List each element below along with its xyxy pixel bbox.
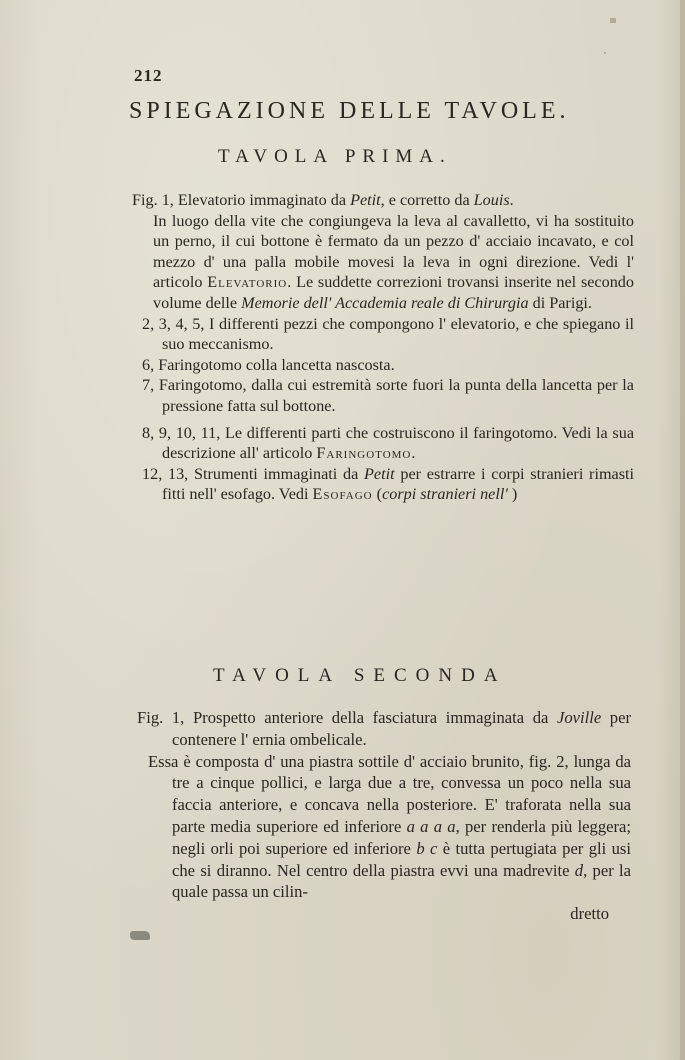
author-name: Louis [473,191,510,209]
entry-fig-1 [132,190,634,211]
entry-text: Prospetto anteriore della fasciatura immaginata da [184,708,557,727]
entry-text: Strumenti immaginati da [188,464,365,483]
entry-text: . [411,444,416,463]
entry-text: per contenere l' ernia ombelicale. [172,708,631,749]
paragraph-text: di Parigi. [528,293,592,312]
figure-reference-letters: b c [416,838,438,858]
cross-reference-subtopic: corpi stranieri nell' [382,485,508,504]
tavola-prima-entries [132,190,634,505]
figure-label: 6, [142,355,155,374]
paragraph-text: , per renderla più leggera; negli orli poi superiore ed inferiore [172,816,631,858]
figure-label: 12, 13, [142,464,189,483]
author-name: Petit [364,464,395,483]
paragraph-text: . Le suddette correzioni trovansi inserite nel secondo volume delle [153,273,634,312]
page-title: SPIEGAZIONE DELLE TAVOLE. [129,98,570,124]
figure-label: 2, 3, 4, 5, [142,314,205,333]
figure-reference-letters: a a a a [406,816,456,836]
entry-text: . [509,191,514,209]
author-name: Petit [350,191,381,209]
paragraph-text: , per la quale passa un cilin- [172,860,632,902]
entry-fig-1 [137,707,631,751]
paragraph-text: In luogo della vite che congiungeva la leva al cavalletto, vi ha sostituito un perno, il cui bottone è fermato da un pezzo d' acciaio incavato, e col mezzo d' una palla mobile movesi la leva in ogni direzione. Vedi l' articolo [153,211,634,292]
entry-text: I differenti pezzi che compongono l' elevatorio, e che spiegano il suo meccanismo. [162,314,635,354]
figure-label: 7, [142,376,155,395]
section-heading-tavola-seconda: TAVOLA SECONDA [213,665,507,686]
entry-text: per estrarre i corpi stranieri rimasti fitti nell' esofago. Vedi [162,464,635,504]
paragraph-text: Essa è composta d' una piastra sottile d' acciaio brunito, fig. 2, lunga da tre a cinque pollici, e larga due a tre, convessa un poco nella sua faccia anteriore, e concava nella posteriore. E' traforata nella sua parte media superiore ed inferiore [148,751,631,836]
entry-figs-12-13 [132,464,634,505]
entry-text: , e corretto da [380,191,474,209]
entry-text: ) [507,485,518,504]
tavola-seconda-entries [137,707,631,925]
cross-reference: Esofago [312,485,373,504]
cross-reference: Faringotomo [316,444,412,463]
entry-figs-2-5 [132,314,634,355]
author-name: Joville [556,708,602,727]
publication-title: Memorie dell' Accademia reale di Chirurgia [241,293,529,312]
section-heading-tavola-prima: TAVOLA PRIMA. [218,146,452,167]
entry-fig-1-description [137,751,631,904]
entry-fig-6 [132,355,634,376]
paragraph-text: è tutta pertugiata per gli usi che si diranno. Nel centro della piastra evvi una madrevite [172,838,632,880]
page-number: 212 [134,66,163,85]
page-edge-shadow [680,0,685,1060]
entry-text: Faringotomo, dalla cui estremità sorte fuori la punta della lancetta per la pressione fatta sul bottone. [154,376,634,415]
catchword: dretto [570,904,609,924]
entry-fig-7 [132,375,634,416]
paper-speck [604,52,606,54]
figure-label: Fig. 1, [132,191,174,209]
figure-label: 8, 9, 10, 11, [142,423,221,442]
entry-fig-1-description [132,211,634,314]
paper-stain [610,18,616,23]
ink-blot [130,931,150,940]
entry-text: Le differenti parti che costruiscono il faringotomo. Vedi la sua descrizione all' articolo [162,423,634,463]
entry-figs-8-11 [132,423,634,464]
figure-label: Fig. 1, [137,708,185,727]
entry-text: Elevatorio immaginato da [173,191,351,209]
cross-reference: Elevatorio [207,273,288,292]
entry-text: ( [372,485,383,504]
entry-text: Faringotomo colla lancetta nascosta. [154,355,395,374]
figure-reference-letter: d [574,860,584,880]
